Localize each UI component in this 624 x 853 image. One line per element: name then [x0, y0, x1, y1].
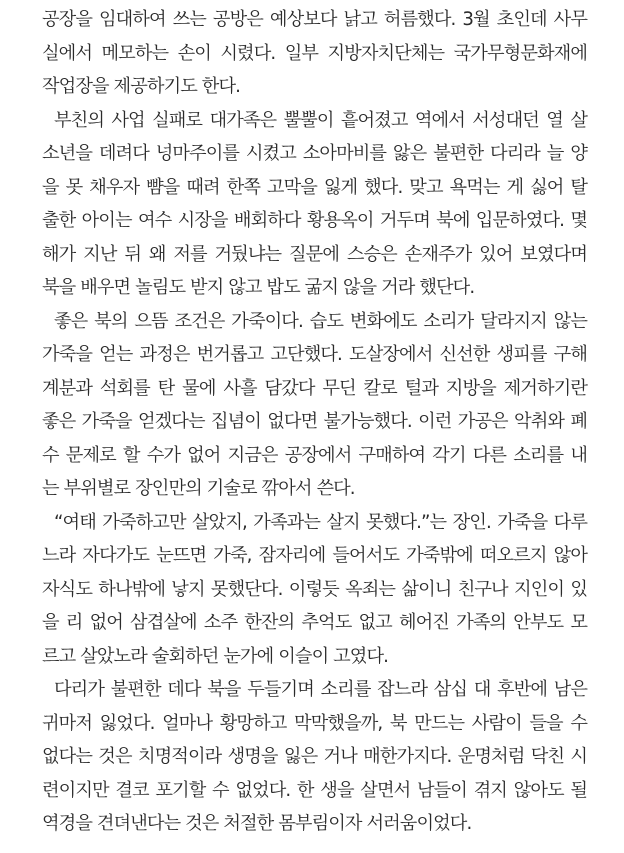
text-line: 해가 지난 뒤 왜 저를 거뒀냐는 질문에 스승은 손재주가 있어 보였다며	[42, 243, 587, 265]
text-line: 다리가 불편한 데다 북을 두들기며 소리를 잡느라 삼십 대 후반에 남은	[54, 679, 587, 700]
text-line: 련이지만 결코 포기할 수 없었다. 한 생을 살면서 남들이 겪지 않아도 될	[42, 779, 587, 801]
text-line: 좋은 북의 으뜸 조건은 가죽이다. 습도 변화에도 소리가 달라지지 않는	[54, 310, 587, 332]
text-line: 없다는 것은 치명적이라 생명을 잃은 거나 매한가지다. 운명처럼 닥친 시	[42, 746, 587, 767]
text-line: 을 못 채우자 뺨을 때려 한쪽 고막을 잃게 했다. 맞고 욕먹는 게 싫어 탈	[42, 176, 587, 198]
text-line: 소년을 데려다 넝마주이를 시켰고 소아마비를 앓은 불편한 다리라 늘 양	[42, 143, 587, 164]
text-line: “여태 가죽하고만 살았지, 가족과는 살지 못했다.”는 장인. 가죽을 다루	[54, 511, 587, 533]
paragraph-5	[42, 673, 587, 841]
text-line: 가죽을 얻는 과정은 번거롭고 고단했다. 도살장에서 신선한 생피를 구해	[42, 344, 587, 365]
text-line: 계분과 석회를 탄 물에 사흘 담갔다 무딘 칼로 털과 지방을 제거하기란	[42, 377, 587, 399]
paragraph-4	[42, 506, 587, 674]
paragraph-1	[42, 3, 587, 104]
text-line: 작업장을 제공하기도 한다.	[42, 76, 241, 97]
text-line: 실에서 메모하는 손이 시렸다. 일부 지방자치단체는 국가무형문화재에	[42, 42, 587, 64]
text-line: 출한 아이는 여수 시장을 배회하다 황용옥이 거두며 북에 입문하였다. 몇	[42, 210, 587, 231]
article-body	[42, 3, 587, 841]
text-line: 자식도 하나밖에 낳지 못했단다. 이렇듯 옥죄는 삶이니 친구나 지인이 있	[42, 578, 587, 600]
text-line: 좋은 가죽을 얻겠다는 집념이 없다면 불가능했다. 이런 가공은 악취와 폐	[42, 411, 587, 432]
text-line: 는 부위별로 장인만의 기술로 깎아서 쓴다.	[42, 478, 355, 499]
text-line: 북을 배우면 놀림도 받지 않고 밥도 굶지 않을 거라 했단다.	[42, 277, 475, 298]
paragraph-3	[42, 305, 587, 506]
text-line: 르고 살았노라 술회하던 눈가에 이슬이 고였다.	[42, 645, 389, 667]
text-line: 수 문제로 할 수가 없어 지금은 공장에서 구매하여 각기 다른 소리를 내	[42, 444, 587, 466]
text-line: 귀마저 잃었다. 얼마나 황망하고 막막했을까, 북 만드는 사람이 들을 수	[42, 712, 587, 734]
text-line: 을 리 없어 삼겹살에 소주 한잔의 추억도 없고 헤어진 가족의 안부도 모	[42, 612, 587, 633]
text-line: 부친의 사업 실패로 대가족은 뿔뿔이 흩어졌고 역에서 서성대던 열 살	[54, 109, 587, 131]
text-line: 역경을 견뎌낸다는 것은 처절한 몸부림이자 서러움이었다.	[42, 813, 472, 834]
paragraph-2	[42, 104, 587, 305]
text-line: 공장을 임대하여 쓰는 공방은 예상보다 낡고 허름했다. 3월 초인데 사무	[42, 9, 587, 30]
text-line: 느라 자다가도 눈뜨면 가죽, 잠자리에 들어서도 가죽밖에 떠오르지 않아	[42, 545, 587, 566]
